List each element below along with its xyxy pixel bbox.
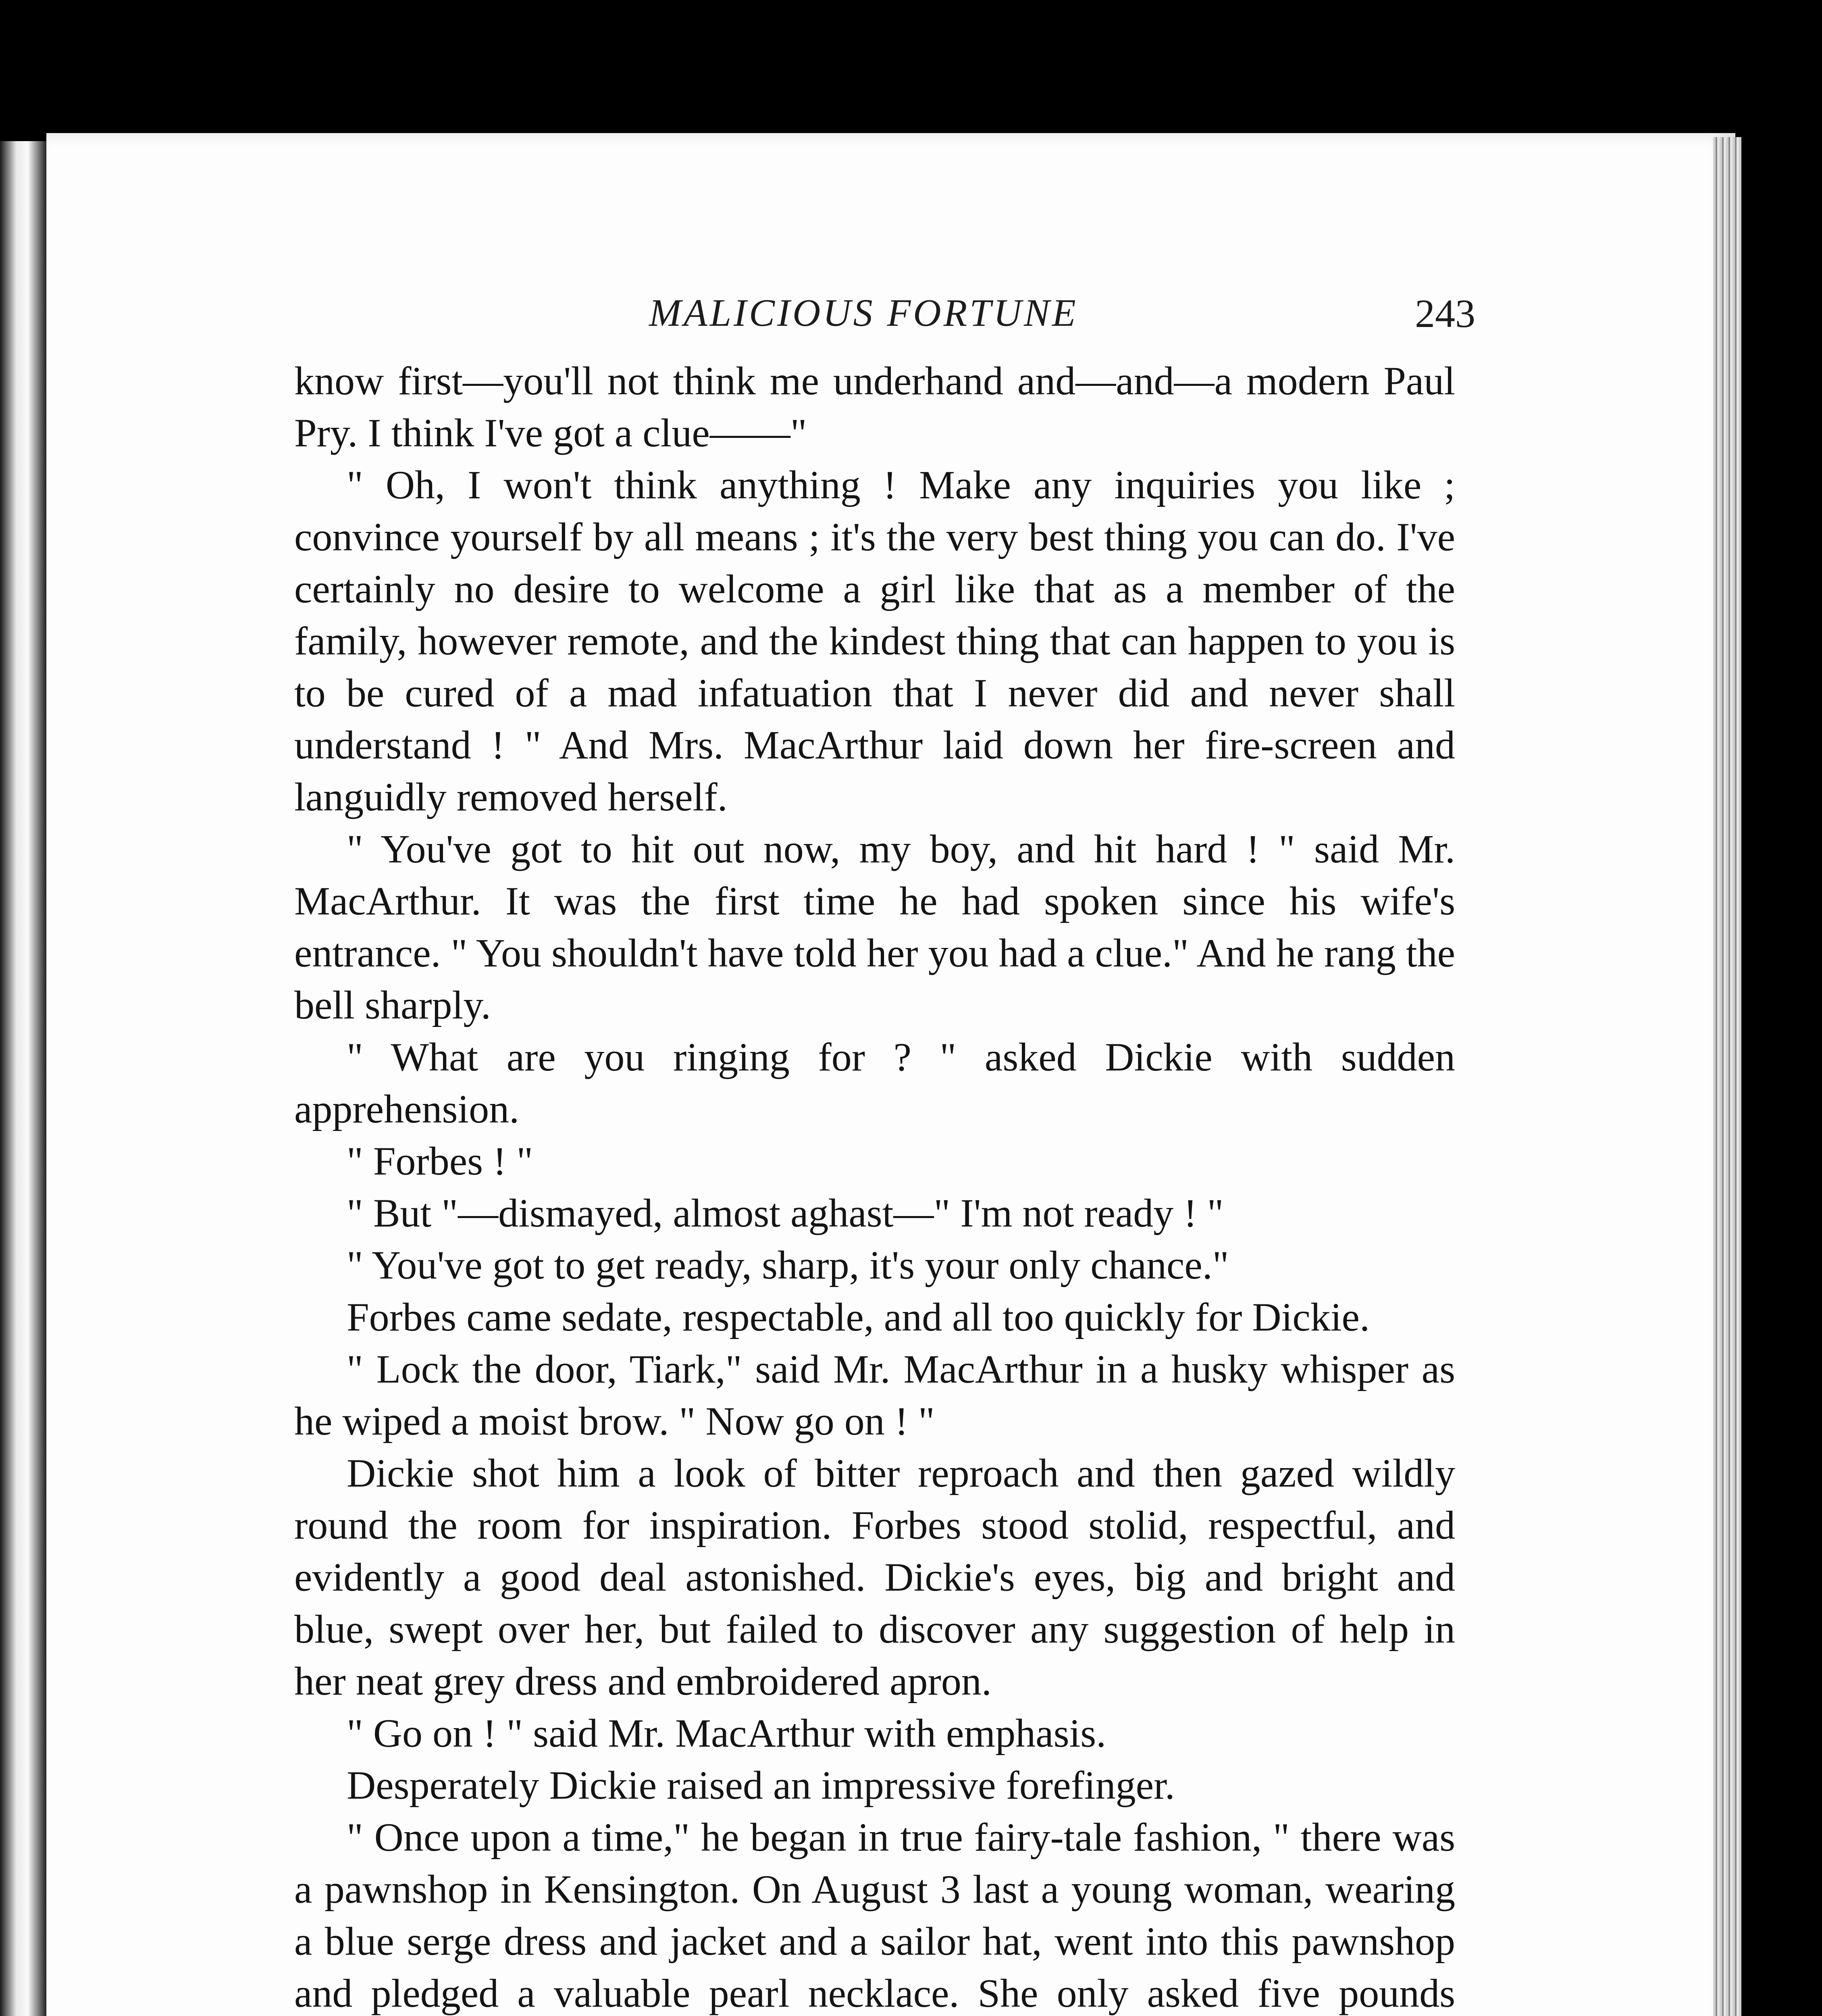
page-number: 243	[1415, 291, 1475, 336]
running-head	[294, 290, 1475, 343]
paragraph: " But "—dismayed, almost aghast—" I'm not ready ! "	[347, 1191, 1224, 1235]
facing-page-edge	[0, 141, 46, 2016]
paragraph: Forbes came sedate, respectable, and all too quickly for Dickie.	[347, 1295, 1370, 1339]
paragraph: know first—you'll not think me underhand and—and—a modern Paul Pry. I think I've got a clue——"	[294, 358, 1455, 455]
paragraph: " You've got to get ready, sharp, it's your only chance."	[347, 1243, 1229, 1287]
paragraph: Dickie shot him a look of bitter reproach and then gazed wildly round the room for inspiration. Forbes stood stolid, respectful, and evidently a good deal astonished. Dickie's eyes, big and bright and blue, swept over her, but failed to discover any suggestion of help in her neat grey dress and embroidered apron.	[294, 1451, 1455, 1704]
paragraph: " Once upon a time," he began in true fairy-tale fashion, " there was a pawnshop in Kensington. On August 3 last a young woman, wearing a blue serge dress and jacket and a sailor hat, went into this pawnshop and pledged a valuable pearl necklace. She only asked five pounds	[294, 1815, 1455, 2016]
paragraph: " What are you ringing for ? " asked Dickie with sudden apprehension.	[294, 1035, 1455, 1131]
paragraph: " You've got to hit out now, my boy, and hit hard ! " said Mr. MacArthur. It was the first time he had spoken since his wife's entrance. " You shouldn't have told her you had a clue." And he rang the bell sharply.	[294, 827, 1455, 1027]
paragraph: Desperately Dickie raised an impressive forefinger.	[347, 1763, 1175, 1808]
paragraph: " Oh, I won't think anything ! Make any inquiries you like ; convince yourself by all means ; it's the very best thing you can do. I've certainly no desire to welcome a girl like that as a member of the family, however remote, and the kindest thing that can happen to you is to be cured of a mad infatuation that I never did and never shall understand ! " And Mrs. MacArthur laid down her fire-screen and languidly removed herself.	[294, 462, 1455, 819]
page-stack-edge	[1713, 137, 1741, 2016]
paragraph: " Forbes ! "	[347, 1139, 533, 1183]
paragraph: " Go on ! " said Mr. MacArthur with emphasis.	[347, 1711, 1107, 1756]
running-title: MALICIOUS FORTUNE	[649, 291, 1078, 334]
body-text	[294, 355, 1455, 2016]
paragraph: " Lock the door, Tiark," said Mr. MacArthur in a husky whisper as he wiped a moist brow. " Now go on ! "	[294, 1347, 1455, 1443]
